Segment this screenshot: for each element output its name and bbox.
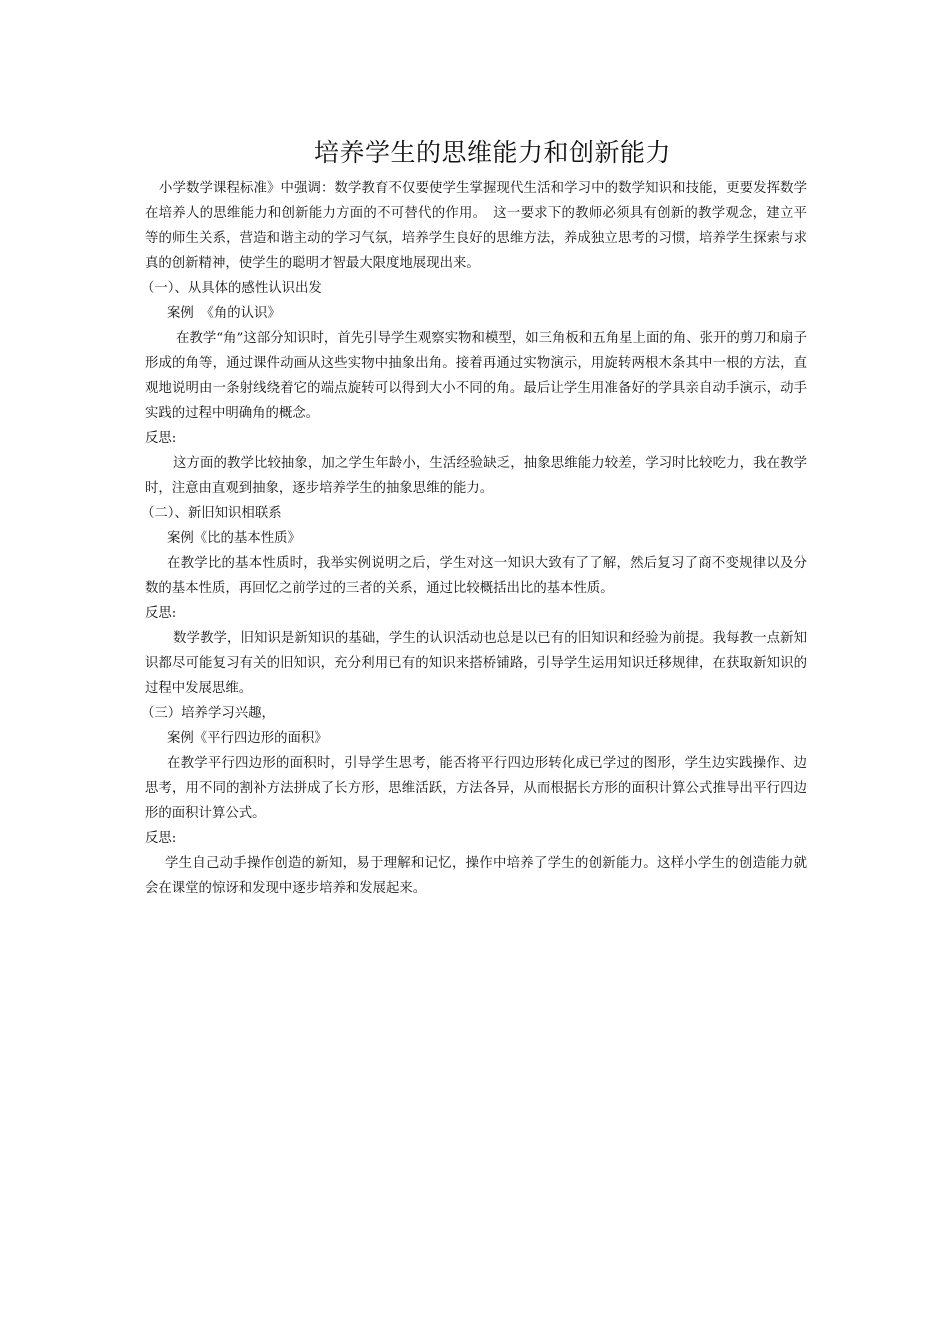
reflection-label-2: 反思: [145,606,177,621]
reflection-paragraph-2: 数学教学，旧知识是新知识的基础，学生的认识活动也总是以已有的旧知识和经验为前提。我每教一点新知识都尽可能复习有关的旧知识，充分利用已有的知识来搭桥铺路，引导学生运用知识迁移规律，在获取新知识的过程中发展思维。 [145,631,807,696]
case-title-2: 案例《比的基本性质》 [167,531,301,546]
reflection-paragraph-1: 这方面的教学比较抽象，加之学生年龄小，生活经验缺乏，抽象思维能力较差，学习时比较吃力，我在教学时，注意由直观到抽象，逐步培养学生的抽象思维的能力。 [145,456,807,496]
intro-paragraph: 小学数学课程标准》中强调：数学教育不仅要使学生掌握现代生活和学习中的数学知识和技能，更要发挥数学在培养人的思维能力和创新能力方面的不可替代的作用。 这一要求下的教师必须具有创新的教学观念，建立平等的师生关系，营造和谐主动的学习气氛，培养学生良好的思维方法，养成独立思考的习惯，培养学生探索与求真的创新精神，使学生的聪明才智最大限度地展现出来。 [145,181,807,271]
case-paragraph-3: 在教学平行四边形的面积时，引导学生思考，能否将平行四边形转化成已学过的图形，学生边实践操作、边思考，用不同的割补方法拼成了长方形，思维活跃，方法各异，从而根据长方形的面积计算公式推导出平行四边形的面积计算公式。 [145,756,807,821]
section-heading-3: （三）培养学习兴趣， [141,706,275,721]
section-heading-1: （一）、从具体的感性认识出发 [141,281,322,296]
reflection-label-1: 反思: [145,431,177,446]
case-paragraph-2: 在教学比的基本性质时，我举实例说明之后，学生对这一知识大致有了了解，然后复习了商不变规律以及分数的基本性质，再回忆之前学过的三者的关系，通过比较概括出比的基本性质。 [145,556,807,596]
reflection-paragraph-3: 学生自己动手操作创造的新知，易于理解和记忆，操作中培养了学生的创新能力。这样小学生的创造能力就会在课堂的惊讶和发现中逐步培养和发展起来。 [145,856,807,896]
document-body [141,176,807,901]
case-title-1: 案例 《角的认识》 [167,306,281,321]
reflection-label-3: 反思: [145,831,177,846]
document-title: 培养学生的思维能力和创新能力 [313,138,671,167]
case-paragraph-1: 在教学“角”这部分知识时，首先引导学生观察实物和模型，如三角板和五角星上面的角、张开的剪刀和扇子形成的角等，通过课件动画从这些实物中抽象出角。接着再通过实物演示，用旋转两根木条其中一根的方法，直观地说明由一条射线绕着它的端点旋转可以得到大小不同的角。最后让学生用准备好的学具亲自动手演示，动手实践的过程中明确角的概念。 [145,331,807,421]
case-title-3: 案例《平行四边形的面积》 [167,731,328,746]
section-heading-2: （二）、新旧知识相联系 [141,506,282,521]
